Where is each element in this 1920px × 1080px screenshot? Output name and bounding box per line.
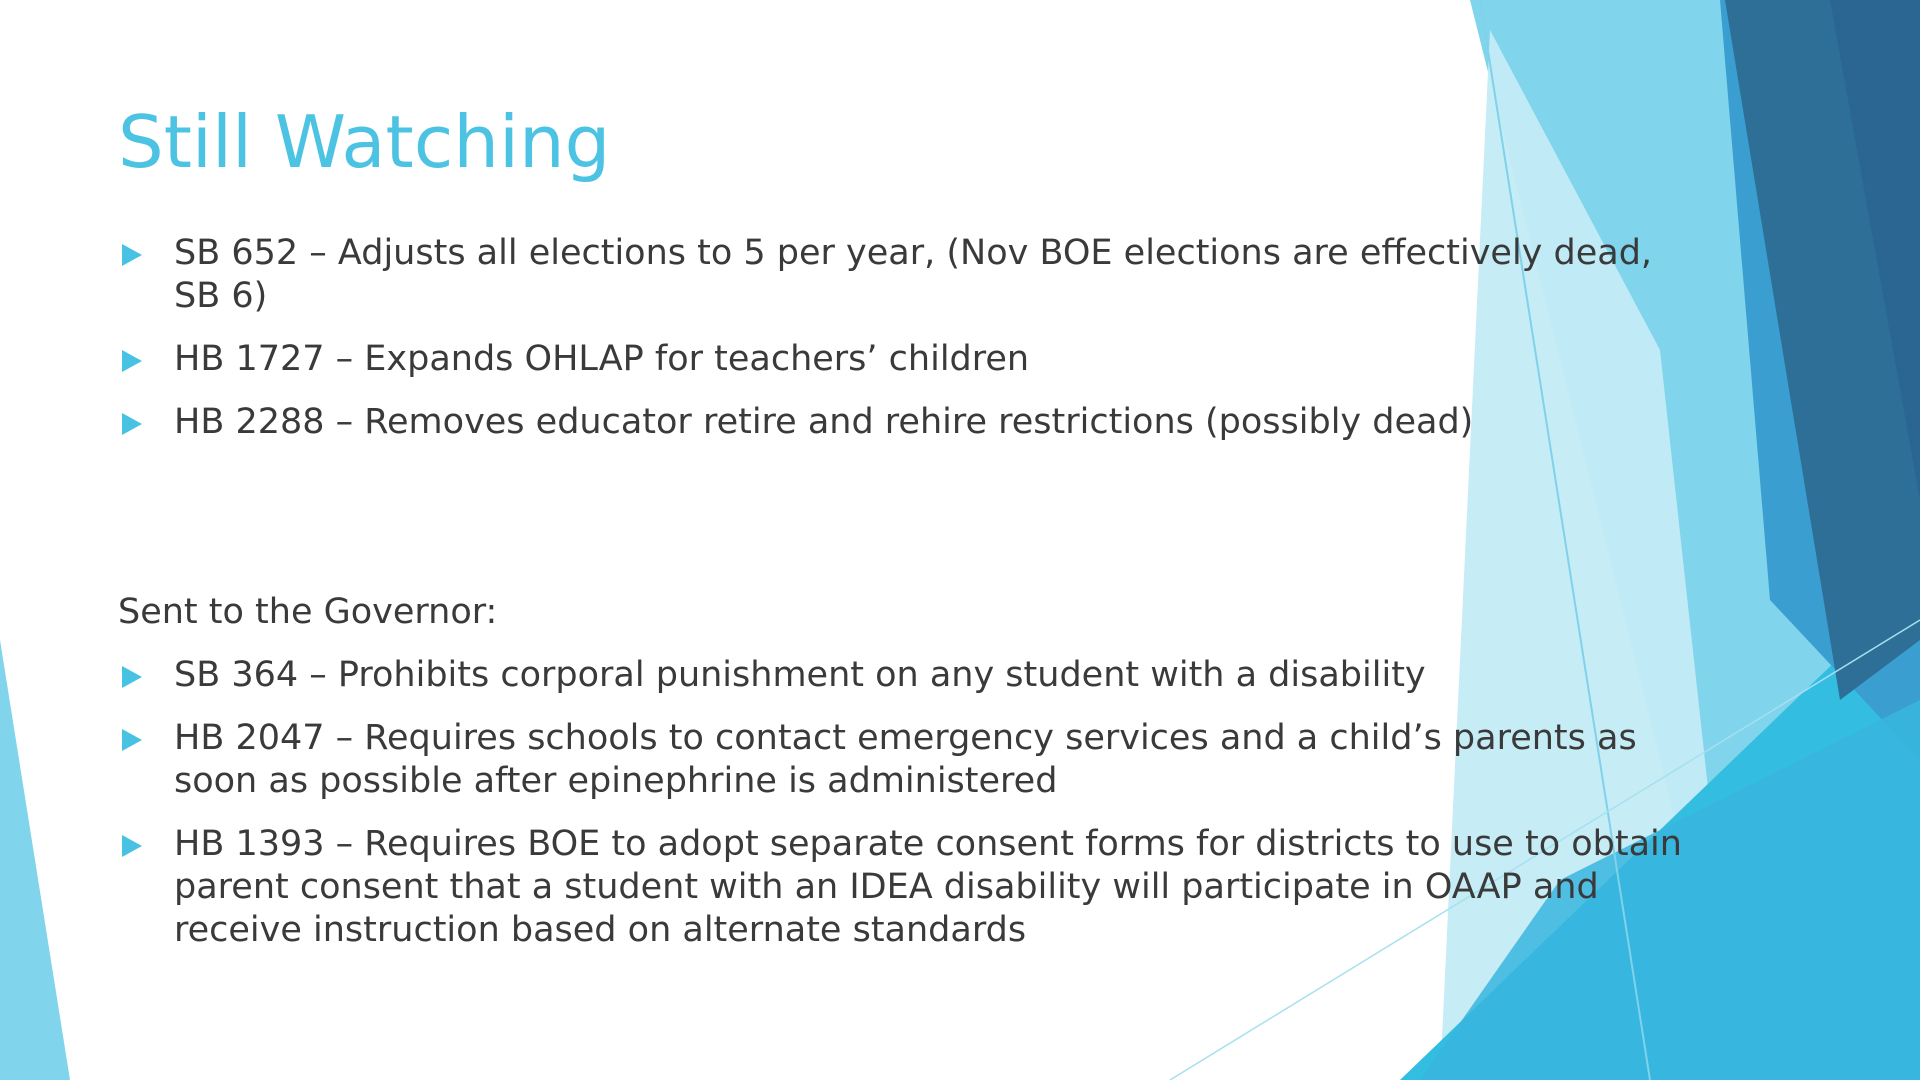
bill-text: SB 652 – Adjusts all elections to 5 per year, (Nov BOE elections are effectively dead, SB 6) — [174, 233, 1653, 316]
governor-section-label: Sent to the Governor: — [118, 592, 498, 632]
bullet-arrow-icon — [122, 835, 142, 857]
bullet-arrow-icon — [122, 666, 142, 688]
watching-list — [118, 232, 1698, 444]
list-item — [118, 401, 1698, 444]
governor-list — [118, 654, 1698, 952]
left-accent-shape — [0, 640, 70, 1080]
bill-text: SB 364 – Prohibits corporal punishment on any student with a disability — [174, 655, 1426, 695]
bill-text: HB 2047 – Requires schools to contact emergency services and a child’s parents as soon as possible after epinephrine is administered — [174, 718, 1637, 801]
slide-content — [118, 232, 1698, 972]
bullet-arrow-icon — [122, 350, 142, 372]
bullet-arrow-icon — [122, 244, 142, 266]
slide-title: Still Watching — [118, 100, 611, 184]
bullet-arrow-icon — [122, 413, 142, 435]
bullet-arrow-icon — [122, 729, 142, 751]
list-item — [118, 654, 1698, 697]
section-spacer — [118, 464, 1698, 591]
list-item — [118, 338, 1698, 381]
bill-text: HB 1727 – Expands OHLAP for teachers’ children — [174, 339, 1030, 379]
bill-text: HB 2288 – Removes educator retire and rehire restrictions (possibly dead) — [174, 402, 1474, 442]
list-item — [118, 232, 1698, 318]
list-item — [118, 823, 1698, 952]
bill-text: HB 1393 – Requires BOE to adopt separate consent forms for districts to use to obtain parent consent that a student with an IDEA disability will participate in OAAP and receive instruction based on alternate standards — [174, 824, 1682, 950]
list-item — [118, 717, 1698, 803]
